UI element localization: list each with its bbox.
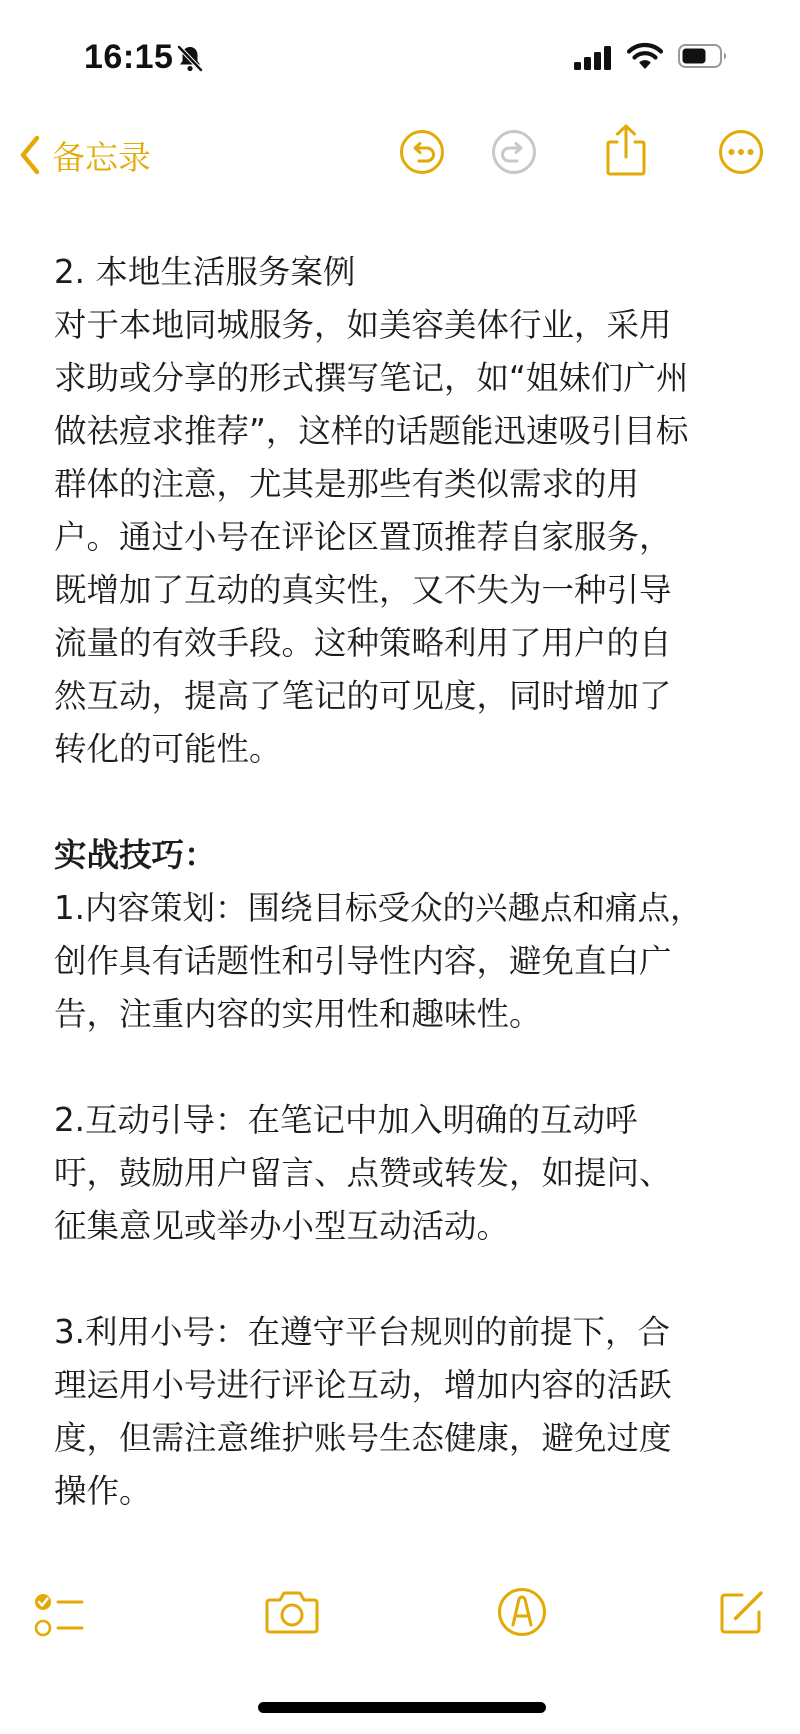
blank-line bbox=[54, 1253, 754, 1306]
note-line: 创作具有话题性和引导性内容，避免直白广 bbox=[54, 942, 672, 980]
note-line: 转化的可能性。 bbox=[54, 730, 282, 768]
blank-line bbox=[54, 776, 754, 829]
note-line: 既增加了互动的真实性，又不失为一种引导 bbox=[54, 571, 672, 609]
blank-line bbox=[54, 1041, 754, 1094]
note-line: 2.互动引导：在笔记中加入明确的互动呼 bbox=[54, 1101, 638, 1139]
note-line: 操作。 bbox=[54, 1472, 152, 1510]
bell-off-icon bbox=[175, 43, 205, 73]
checklist-icon[interactable] bbox=[34, 1590, 86, 1642]
share-icon[interactable] bbox=[604, 122, 648, 178]
note-line: 告，注重内容的实用性和趣味性。 bbox=[54, 995, 542, 1033]
note-line: 求助或分享的形式撰写笔记，如“姐妹们广州 bbox=[54, 359, 689, 397]
nav-bar bbox=[0, 118, 800, 192]
markup-icon[interactable] bbox=[496, 1586, 548, 1638]
camera-icon[interactable] bbox=[264, 1588, 320, 1636]
status-bar bbox=[0, 0, 800, 115]
cellular-signal-icon bbox=[574, 46, 614, 70]
note-line: 度，但需注意维护账号生态健康，避免过度 bbox=[54, 1419, 672, 1457]
note-text-area[interactable] bbox=[54, 246, 754, 1518]
note-line: 理运用小号进行评论互动，增加内容的活跃 bbox=[54, 1366, 672, 1404]
undo-icon[interactable] bbox=[398, 128, 446, 176]
bottom-toolbar bbox=[0, 1586, 800, 1656]
battery-icon bbox=[678, 44, 728, 68]
back-label: 备忘录 bbox=[52, 137, 151, 177]
chevron-left-icon bbox=[18, 134, 42, 176]
compose-icon[interactable] bbox=[716, 1586, 768, 1638]
more-icon[interactable] bbox=[717, 128, 765, 176]
note-line: 群体的注意，尤其是那些有类似需求的用 bbox=[54, 465, 640, 503]
status-time: 16:15 bbox=[84, 38, 174, 76]
note-line: 3.利用小号：在遵守平台规则的前提下，合 bbox=[54, 1313, 671, 1351]
note-line: 做祛痘求推荐”，这样的话题能迅速吸引目标 bbox=[54, 412, 689, 450]
note-line: 1.内容策划：围绕目标受众的兴趣点和痛点， bbox=[54, 889, 703, 927]
note-line: 吁，鼓励用户留言、点赞或转发，如提问、 bbox=[54, 1154, 672, 1192]
note-line: 对于本地同城服务，如美容美体行业，采用 bbox=[54, 306, 672, 344]
note-line: 2. 本地生活服务案例 bbox=[54, 253, 356, 291]
wifi-icon bbox=[627, 42, 663, 70]
note-line: 流量的有效手段。这种策略利用了用户的自 bbox=[54, 624, 672, 662]
note-line: 征集意见或举办小型互动活动。 bbox=[54, 1207, 510, 1245]
redo-icon[interactable] bbox=[490, 128, 538, 176]
home-indicator[interactable] bbox=[258, 1702, 546, 1713]
note-heading: 实战技巧： bbox=[54, 836, 217, 874]
note-line: 户。通过小号在评论区置顶推荐自家服务， bbox=[54, 518, 672, 556]
back-button[interactable] bbox=[18, 132, 151, 178]
note-line: 然互动，提高了笔记的可见度，同时增加了 bbox=[54, 677, 672, 715]
